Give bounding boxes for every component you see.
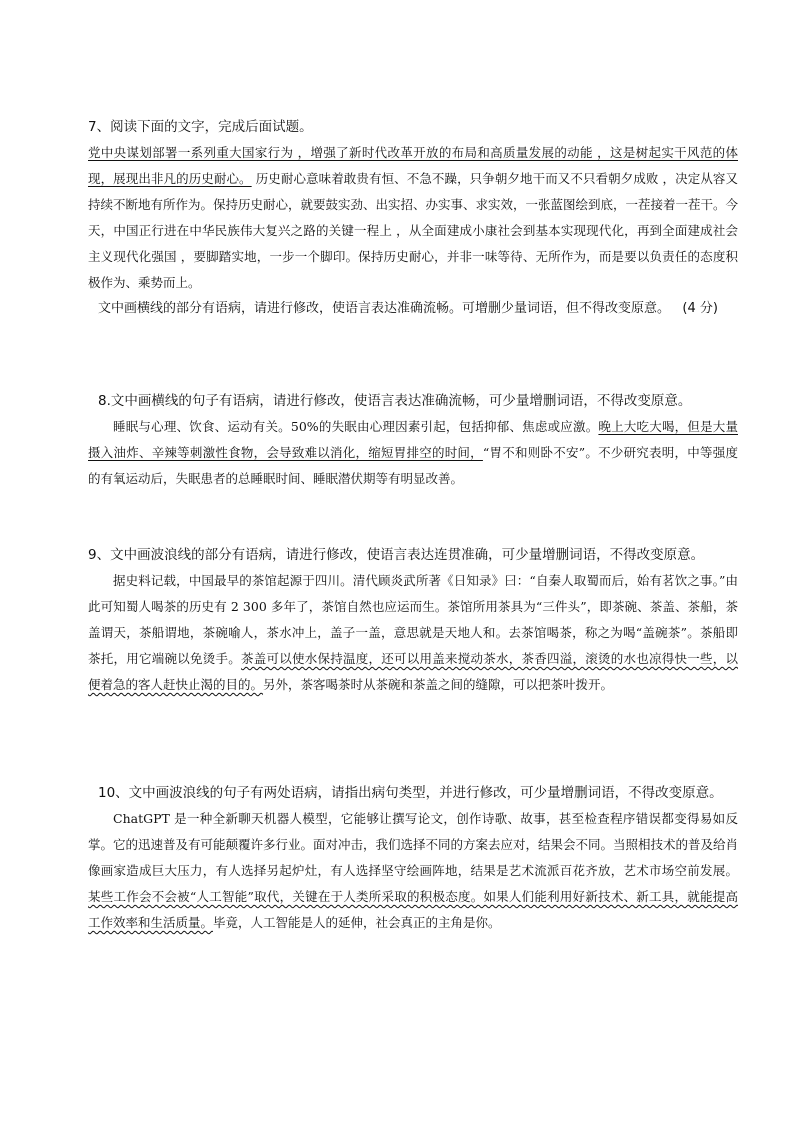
passage-text: “胃不和则卧不安”。不少研究表明，中等强度的有氧运动后，失眠患者的总睡眠时间、睡眠潜伏期等有明显改善。: [88, 445, 738, 486]
question-7-passage: [88, 140, 738, 296]
question-10: [88, 780, 738, 936]
question-9: [88, 542, 738, 698]
passage-text: 睡眠与心理、饮食、运动有关。50%的失眠由心理因素引起，包括抑郁、焦虑或应激。: [113, 419, 599, 434]
question-10-heading: 10、文中画波浪线的句子有两处语病，请指出病句类型，并进行修改，可少量增删词语，不得改变原意。: [98, 785, 723, 801]
question-7-requirement: [88, 296, 738, 322]
passage-text: 毕竟，人工智能是人的延伸，社会真正的主角是你。: [213, 915, 501, 930]
question-9-passage: [88, 568, 738, 698]
requirement-text: 文中画横线的部分有语病，请进行修改，使语言表达准确流畅。可增删少量词语，但不得改变原意。: [98, 301, 671, 316]
passage-text: 另外，茶客喝茶时从茶碗和茶盖之间的缝隙，可以把茶叶拨开。: [263, 677, 614, 692]
underlined-sentence: 晚上大吃大喝，但是大量摄入油炸、辛辣等刺激性食物，会导致难以消化，缩短胃排空的时间，: [88, 419, 738, 460]
wavy-underlined-sentence: 某些工作会不会被“人工智能”取代，关键在于人类所采取的积极态度。如果人们能利用好新技术、新工具，就能提高工作效率和生活质量。: [88, 889, 738, 930]
passage-text: ChatGPT 是一种全新聊天机器人模型，它能够让撰写论文，创作诗歌、故事，甚至检查程序错误都变得易如反掌。它的迅速普及有可能颠覆许多行业。面对冲击，我们选择不同的方案去应对，结果会不同。当照相技术的普及给肖像画家造成巨大压力，有人选择另起炉灶，有人选择坚守绘画阵地，结果是艺术流派百花齐放，艺术市场空前发展。: [88, 811, 739, 878]
question-8-heading: 8.文中画横线的句子有语病，请进行修改，使语言表达准确流畅，可少量增删词语，不得改变原意。: [98, 393, 692, 409]
question-8: [88, 388, 738, 492]
passage-text: 历史耐心意味着敢贵有恒、不急不躁，只争朝夕地干而又不只看朝夕成败 ，决定从容又持续不断地有所作为。保持历史耐心，就要鼓实劲、出实招、办实事、求实效，一张蓝图绘到底，一茬接着一茬干。今天，中国正行进在中华民族伟大复兴之路的关键一程上 ，从全面建成小康社会到基本实现现代化，再到全面建成社会主义现代化强国 ，要脚踏实地，一步一个脚印。保持历史耐心，并非一味等待、无所作为，而是要以负责任的态度积极作为、乘势而上。: [88, 171, 739, 290]
question-8-passage: [88, 414, 738, 492]
wavy-underlined-sentence: 茶盖可以使水保持温度，还可以用盖来搅动茶水，茶香四溢，滚烫的水也凉得快一些，以便着急的客人赶快止渴的目的。: [88, 651, 738, 692]
score-label: (4 分): [682, 301, 718, 316]
question-9-heading: 9、文中画波浪线的部分有语病，请进行修改，使语言表达连贯准确，可少量增删词语，不得改变原意。: [88, 547, 705, 563]
question-7-heading: 7、阅读下面的文字，完成后面试题。: [88, 119, 313, 135]
question-10-passage: [88, 806, 738, 936]
question-7: [88, 114, 738, 322]
passage-text: 据史料记载，中国最早的茶馆起源于四川。清代顾炎武所著《日知录》曰：“自秦人取蜀而后，始有茗饮之事。”由此可知蜀人喝茶的历史有 2 300 多年了，茶馆自然也应运而生。茶馆所用茶具为“三件头”，即茶碗、茶盖、茶船，茶盖谓天，茶船谓地，茶碗喻人，茶水冲上，盖子一盖，意思就是天地人和。去茶馆喝茶，称之为喝“盖碗茶”。茶船即茶托，用它端碗以免烫手。: [88, 573, 738, 666]
underlined-sentence: 党中央谋划部署一系列重大国家行为 ，增强了新时代改革开放的布局和高质量发展的动能 ，这是树起实干风范的体现，展现出非凡的历史耐心。: [88, 145, 738, 186]
